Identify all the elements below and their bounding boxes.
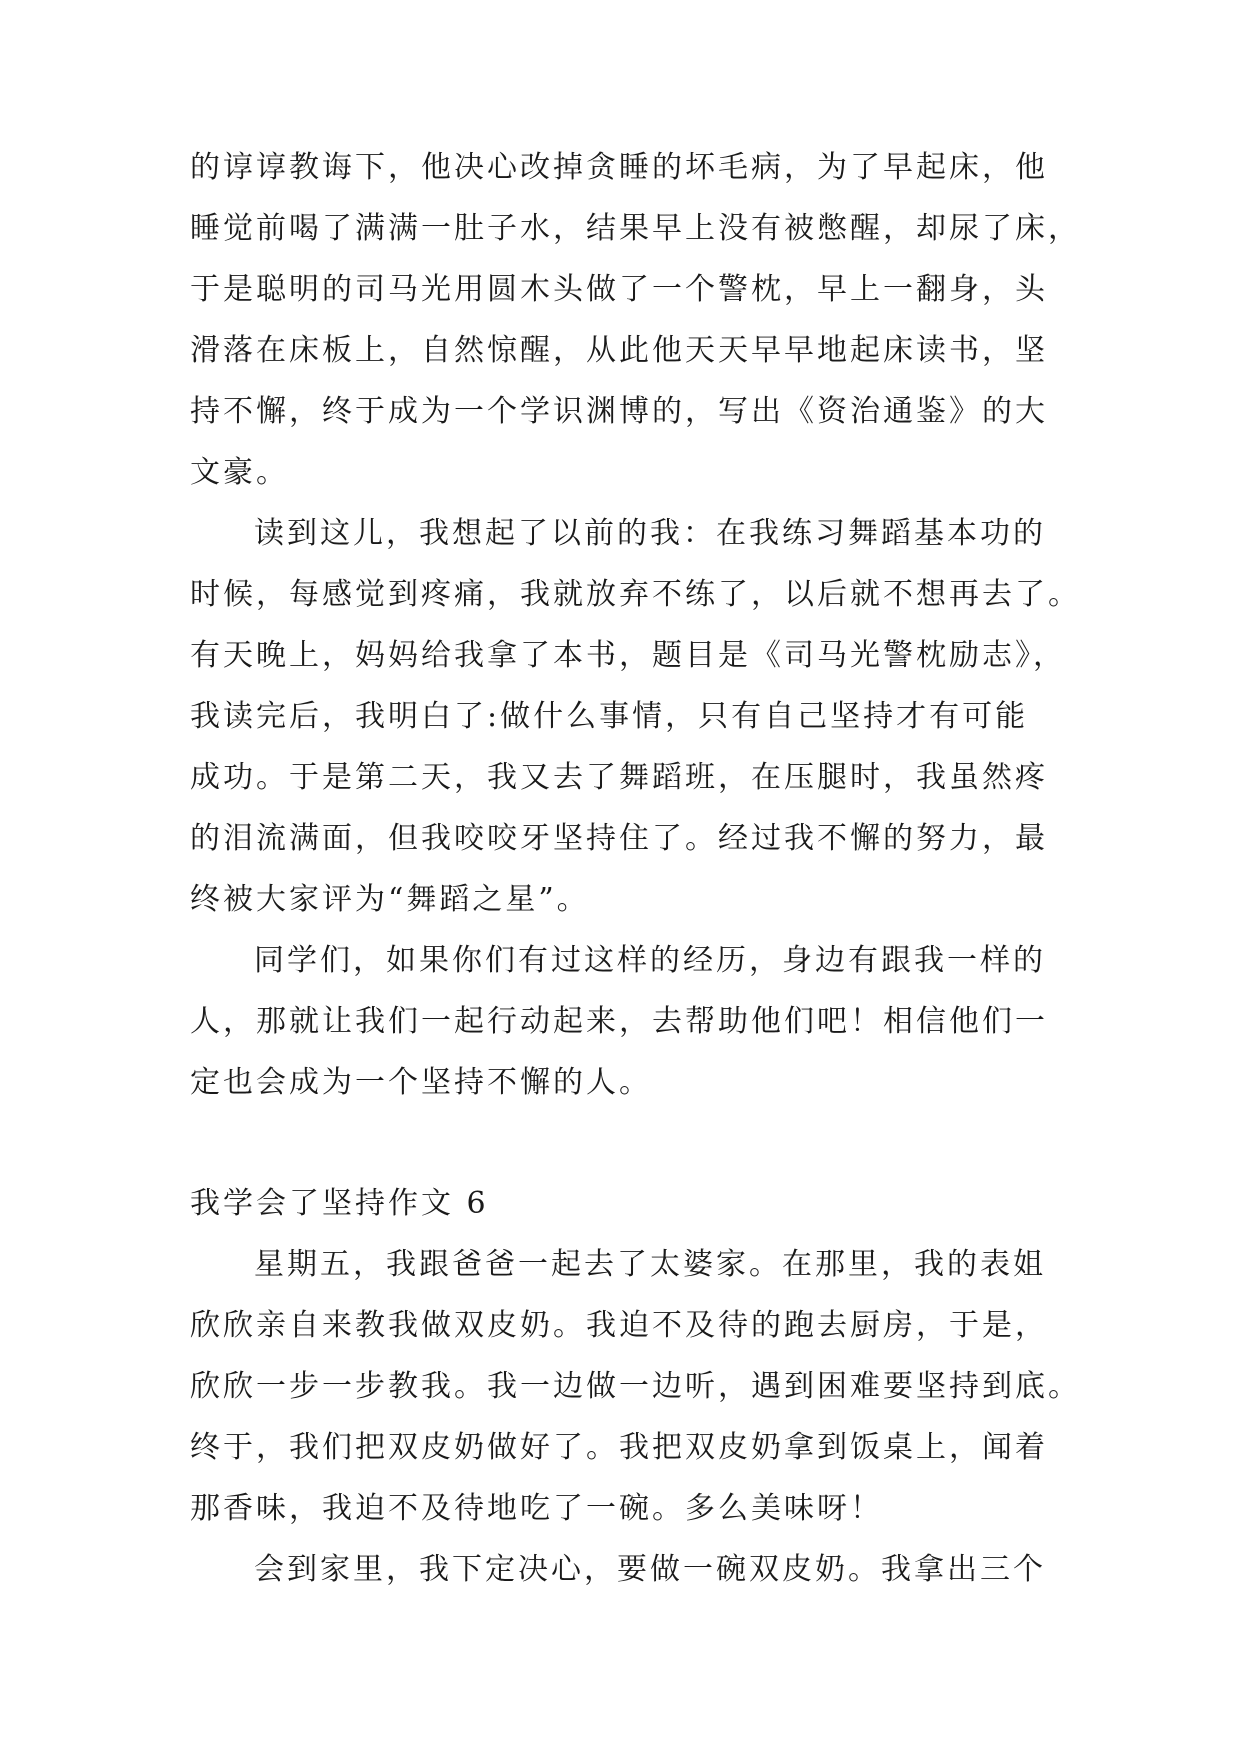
text-line: 文豪。 [190, 455, 289, 490]
text-line: 终于，我们把双皮奶做好了。我把双皮奶拿到饭桌上，闻着 [190, 1430, 1048, 1465]
paragraph-first-line: 同学们，如果你们有过这样的经历，身边有跟我一样的 [254, 943, 1046, 978]
paragraph-first-line: 星期五，我跟爸爸一起去了太婆家。在那里，我的表姐 [254, 1247, 1046, 1282]
text-line: 欣欣亲自来教我做双皮奶。我迫不及待的跑去厨房，于是， [190, 1308, 1048, 1343]
text-line: 成功。于是第二天，我又去了舞蹈班，在压腿时，我虽然疼 [190, 760, 1048, 795]
text-line: 的谆谆教诲下，他决心改掉贪睡的坏毛病，为了早起床，他 [190, 150, 1048, 185]
text-line: 于是聪明的司马光用圆木头做了一个警枕，早上一翻身，头 [190, 272, 1048, 307]
text-line: 的泪流满面，但我咬咬牙坚持住了。经过我不懈的努力，最 [190, 821, 1048, 856]
text-line: 睡觉前喝了满满一肚子水，结果早上没有被憋醒，却尿了床， [190, 211, 1081, 246]
text-line: 我读完后，我明白了:做什么事情，只有自己坚持才有可能 [190, 699, 1029, 734]
text-line: 持不懈，终于成为一个学识渊博的，写出《资治通鉴》的大 [190, 394, 1048, 429]
text-line: 定也会成为一个坚持不懈的人。 [190, 1065, 652, 1100]
text-line: 那香味，我迫不及待地吃了一碗。多么美味呀！ [190, 1491, 883, 1526]
text-line: 欣欣一步一步教我。我一边做一边听，遇到困难要坚持到底。 [190, 1369, 1081, 1404]
text-line: 人，那就让我们一起行动起来，去帮助他们吧！相信他们一 [190, 1004, 1048, 1039]
text-line: 有天晚上，妈妈给我拿了本书，题目是《司马光警枕励志》， [190, 638, 1066, 673]
text-line: 滑落在床板上，自然惊醒，从此他天天早早地起床读书，坚 [190, 333, 1048, 368]
text-line: 终被大家评为“舞蹈之星”。 [190, 882, 590, 917]
section-heading: 我学会了坚持作文 6 [190, 1186, 489, 1221]
paragraph-first-line: 读到这儿，我想起了以前的我：在我练习舞蹈基本功的 [254, 516, 1046, 551]
paragraph-first-line: 会到家里，我下定决心，要做一碗双皮奶。我拿出三个 [254, 1552, 1046, 1587]
text-line: 时候，每感觉到疼痛，我就放弃不练了，以后就不想再去了。 [190, 577, 1081, 612]
